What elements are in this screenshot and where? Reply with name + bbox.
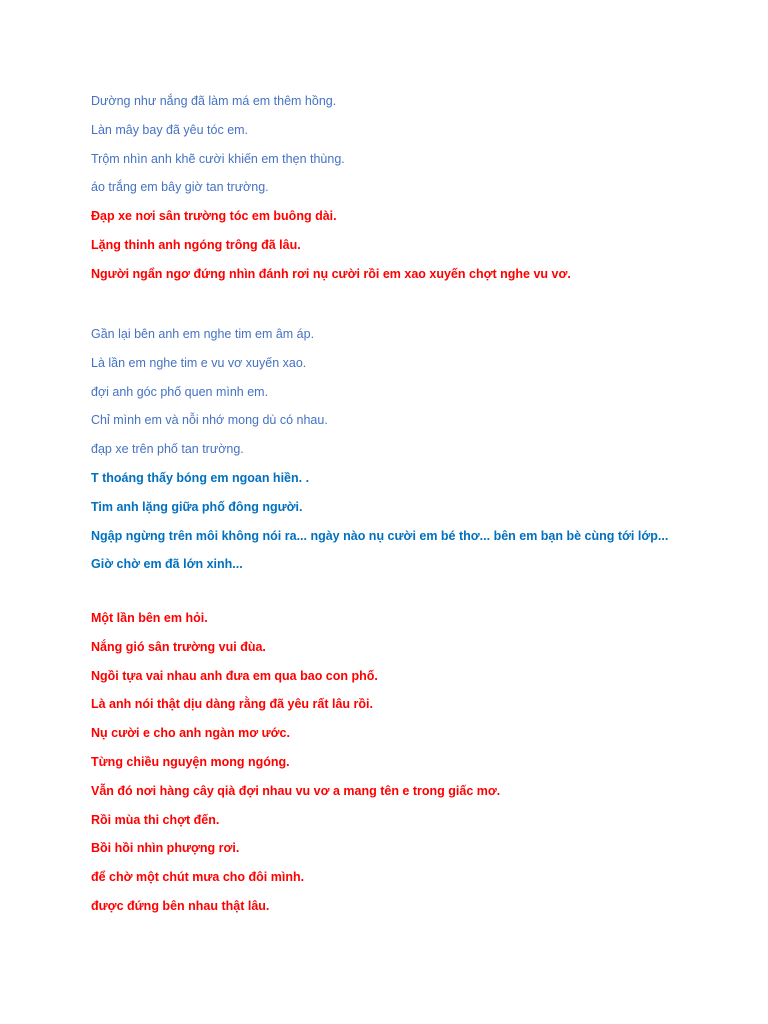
verse-line: Tim anh lặng giữa phố đông người. bbox=[91, 499, 303, 514]
verse-line: T thoáng thấy bóng em ngoan hiền. . bbox=[91, 470, 310, 485]
verse-line: Nụ cười e cho anh ngàn mơ ước. bbox=[91, 726, 290, 741]
verse-line: áo trắng em bây giờ tan trường. bbox=[91, 180, 269, 195]
verse-line: Giờ chờ em đã lớn xinh... bbox=[91, 557, 243, 572]
verse-line: Ngập ngừng trên môi không nói ra... ngày nào nụ cười em bé thơ... bên em bạn bè cùng tới lớp... bbox=[91, 528, 669, 543]
verse-line: để chờ một chút mưa cho đôi mình. bbox=[91, 870, 305, 885]
verse-line: Đạp xe nơi sân trường tóc em buông dài. bbox=[91, 209, 337, 224]
verse-line: Gần lại bên anh em nghe tim em âm áp. bbox=[91, 327, 315, 341]
verse-line: Vẫn đó nơi hàng cây qià đợi nhau vu vơ a mang tên e trong giấc mơ. bbox=[91, 783, 501, 798]
verse-line: Bồi hồi nhìn phượng rơi. bbox=[91, 841, 240, 856]
verse-line: Trộm nhìn anh khẽ cười khiến em thẹn thùng. bbox=[91, 151, 345, 166]
verse-line: đạp xe trên phố tan trường. bbox=[91, 442, 244, 457]
verse-line: Chỉ mình em và nỗi nhớ mong dù có nhau. bbox=[91, 413, 328, 428]
verse-line: Người ngẩn ngơ đứng nhìn đánh rơi nụ cười rồi em xao xuyến chợt nghe vu vơ. bbox=[91, 266, 571, 281]
verse-line: Dường như nắng đã làm má em thêm hồng. bbox=[91, 94, 337, 108]
verse-line: được đứng bên nhau thật lâu. bbox=[91, 898, 270, 913]
stanza-2 bbox=[91, 320, 751, 579]
verse-line: Nắng gió sân trường vui đùa. bbox=[91, 639, 266, 654]
verse-line: Là anh nói thật dịu dàng rằng đã yêu rất lâu rồi. bbox=[91, 697, 373, 712]
verse-line: đợi anh góc phố quen mình em. bbox=[91, 384, 269, 399]
stanza-3 bbox=[91, 604, 751, 921]
verse-line: Lặng thinh anh ngóng trông đã lâu. bbox=[91, 237, 301, 252]
verse-line: Làn mây bay đã yêu tóc em. bbox=[91, 122, 249, 137]
verse-line: Từng chiều nguyện mong ngóng. bbox=[91, 754, 290, 769]
verse-line: Một lần bên em hỏi. bbox=[91, 611, 208, 625]
verse-line: Ngồi tựa vai nhau anh đưa em qua bao con phố. bbox=[91, 668, 378, 683]
verse-line: Là lần em nghe tim e vu vơ xuyến xao. bbox=[91, 355, 307, 370]
verse-line: Rồi mùa thi chợt đến. bbox=[91, 812, 220, 827]
stanza-1 bbox=[91, 87, 751, 289]
